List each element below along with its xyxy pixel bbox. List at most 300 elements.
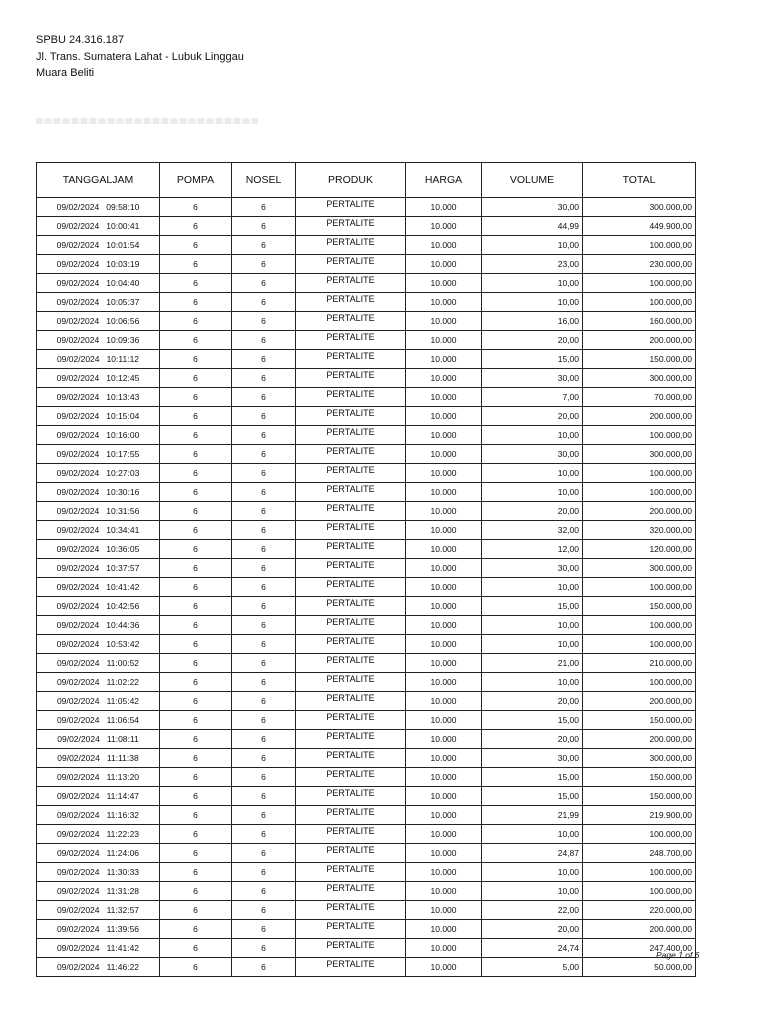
- cell-volume: 15,00: [482, 711, 583, 730]
- cell-price: 10.000: [406, 521, 482, 540]
- cell-price: 10.000: [406, 198, 482, 217]
- cell-pump: 6: [160, 901, 232, 920]
- cell-pump: 6: [160, 483, 232, 502]
- cell-datetime: 09/02/2024 10:15:04: [37, 407, 160, 426]
- cell-volume: 24,74: [482, 939, 583, 958]
- cell-pump: 6: [160, 464, 232, 483]
- cell-pump: 6: [160, 711, 232, 730]
- cell-product: PERTALITE: [296, 939, 406, 958]
- cell-price: 10.000: [406, 464, 482, 483]
- cell-price: 10.000: [406, 787, 482, 806]
- cell-pump: 6: [160, 616, 232, 635]
- cell-datetime: 09/02/2024 10:37:57: [37, 559, 160, 578]
- cell-pump: 6: [160, 331, 232, 350]
- cell-product: PERTALITE: [296, 464, 406, 483]
- cell-total: 200.000,00: [583, 407, 696, 426]
- cell-product: PERTALITE: [296, 255, 406, 274]
- cell-nozzle: 6: [232, 901, 296, 920]
- table-header-row: [37, 163, 696, 198]
- table-row: [37, 882, 696, 901]
- cell-datetime: 09/02/2024 11:05:42: [37, 692, 160, 711]
- cell-nozzle: 6: [232, 578, 296, 597]
- cell-total: 50.000,00: [583, 958, 696, 977]
- table-row: [37, 198, 696, 217]
- cell-pump: 6: [160, 654, 232, 673]
- cell-product: PERTALITE: [296, 616, 406, 635]
- cell-nozzle: 6: [232, 521, 296, 540]
- cell-volume: 5,00: [482, 958, 583, 977]
- cell-nozzle: 6: [232, 559, 296, 578]
- table-row: [37, 825, 696, 844]
- cell-product: PERTALITE: [296, 578, 406, 597]
- table-row: [37, 217, 696, 236]
- cell-pump: 6: [160, 540, 232, 559]
- cell-nozzle: 6: [232, 445, 296, 464]
- cell-datetime: 09/02/2024 11:11:38: [37, 749, 160, 768]
- cell-volume: 10,00: [482, 426, 583, 445]
- cell-price: 10.000: [406, 597, 482, 616]
- cell-product: PERTALITE: [296, 958, 406, 977]
- cell-price: 10.000: [406, 901, 482, 920]
- cell-pump: 6: [160, 730, 232, 749]
- cell-price: 10.000: [406, 293, 482, 312]
- cell-price: 10.000: [406, 445, 482, 464]
- cell-total: 230.000,00: [583, 255, 696, 274]
- cell-nozzle: 6: [232, 369, 296, 388]
- cell-volume: 21,99: [482, 806, 583, 825]
- cell-volume: 22,00: [482, 901, 583, 920]
- cell-price: 10.000: [406, 863, 482, 882]
- cell-datetime: 09/02/2024 10:00:41: [37, 217, 160, 236]
- cell-volume: 20,00: [482, 730, 583, 749]
- cell-nozzle: 6: [232, 502, 296, 521]
- cell-datetime: 09/02/2024 11:02:22: [37, 673, 160, 692]
- cell-datetime: 09/02/2024 10:27:03: [37, 464, 160, 483]
- cell-price: 10.000: [406, 768, 482, 787]
- cell-volume: 15,00: [482, 768, 583, 787]
- cell-total: 150.000,00: [583, 711, 696, 730]
- cell-total: 219.900,00: [583, 806, 696, 825]
- cell-price: 10.000: [406, 540, 482, 559]
- cell-volume: 30,00: [482, 749, 583, 768]
- table-row: [37, 369, 696, 388]
- cell-product: PERTALITE: [296, 236, 406, 255]
- cell-volume: 10,00: [482, 673, 583, 692]
- cell-datetime: 09/02/2024 10:13:43: [37, 388, 160, 407]
- cell-price: 10.000: [406, 806, 482, 825]
- cell-datetime: 09/02/2024 11:32:57: [37, 901, 160, 920]
- cell-product: PERTALITE: [296, 198, 406, 217]
- table-row: [37, 331, 696, 350]
- cell-nozzle: 6: [232, 635, 296, 654]
- table-row: [37, 312, 696, 331]
- table-row: [37, 692, 696, 711]
- cell-price: 10.000: [406, 350, 482, 369]
- cell-product: PERTALITE: [296, 749, 406, 768]
- cell-total: 100.000,00: [583, 483, 696, 502]
- table-row: [37, 844, 696, 863]
- cell-datetime: 09/02/2024 11:16:32: [37, 806, 160, 825]
- cell-total: 300.000,00: [583, 369, 696, 388]
- cell-product: PERTALITE: [296, 635, 406, 654]
- cell-product: PERTALITE: [296, 331, 406, 350]
- table-row: [37, 483, 696, 502]
- cell-volume: 10,00: [482, 863, 583, 882]
- cell-product: PERTALITE: [296, 293, 406, 312]
- cell-nozzle: 6: [232, 407, 296, 426]
- cell-total: 100.000,00: [583, 863, 696, 882]
- cell-total: 100.000,00: [583, 426, 696, 445]
- station-address: Jl. Trans. Sumatera Lahat - Lubuk Linggau: [36, 50, 244, 63]
- cell-nozzle: 6: [232, 711, 296, 730]
- cell-pump: 6: [160, 635, 232, 654]
- cell-total: 320.000,00: [583, 521, 696, 540]
- cell-total: 300.000,00: [583, 445, 696, 464]
- cell-nozzle: 6: [232, 312, 296, 331]
- cell-price: 10.000: [406, 578, 482, 597]
- cell-product: PERTALITE: [296, 654, 406, 673]
- cell-price: 10.000: [406, 331, 482, 350]
- transactions-table: [36, 162, 696, 977]
- faint-scan-artifact: [36, 118, 258, 124]
- cell-datetime: 09/02/2024 09:58:10: [37, 198, 160, 217]
- cell-volume: 10,00: [482, 274, 583, 293]
- cell-total: 150.000,00: [583, 768, 696, 787]
- cell-price: 10.000: [406, 882, 482, 901]
- cell-total: 100.000,00: [583, 274, 696, 293]
- cell-price: 10.000: [406, 426, 482, 445]
- cell-volume: 30,00: [482, 198, 583, 217]
- cell-nozzle: 6: [232, 787, 296, 806]
- cell-pump: 6: [160, 749, 232, 768]
- table-row: [37, 597, 696, 616]
- station-id: SPBU 24.316.187: [36, 34, 125, 46]
- cell-product: PERTALITE: [296, 350, 406, 369]
- cell-total: 100.000,00: [583, 464, 696, 483]
- cell-pump: 6: [160, 844, 232, 863]
- cell-nozzle: 6: [232, 350, 296, 369]
- cell-volume: 30,00: [482, 559, 583, 578]
- cell-volume: 20,00: [482, 502, 583, 521]
- cell-total: 100.000,00: [583, 825, 696, 844]
- cell-product: PERTALITE: [296, 597, 406, 616]
- cell-volume: 20,00: [482, 331, 583, 350]
- cell-product: PERTALITE: [296, 502, 406, 521]
- table-row: [37, 578, 696, 597]
- cell-datetime: 09/02/2024 10:30:16: [37, 483, 160, 502]
- cell-product: PERTALITE: [296, 787, 406, 806]
- cell-nozzle: 6: [232, 483, 296, 502]
- cell-nozzle: 6: [232, 616, 296, 635]
- table-row: [37, 445, 696, 464]
- table-row: [37, 616, 696, 635]
- cell-price: 10.000: [406, 217, 482, 236]
- cell-volume: 15,00: [482, 350, 583, 369]
- cell-total: 210.000,00: [583, 654, 696, 673]
- table-row: [37, 806, 696, 825]
- cell-datetime: 09/02/2024 10:36:05: [37, 540, 160, 559]
- cell-price: 10.000: [406, 502, 482, 521]
- cell-volume: 20,00: [482, 920, 583, 939]
- cell-pump: 6: [160, 521, 232, 540]
- cell-pump: 6: [160, 502, 232, 521]
- cell-pump: 6: [160, 312, 232, 331]
- cell-nozzle: 6: [232, 806, 296, 825]
- cell-price: 10.000: [406, 711, 482, 730]
- cell-datetime: 09/02/2024 10:12:45: [37, 369, 160, 388]
- table-row: [37, 255, 696, 274]
- cell-nozzle: 6: [232, 597, 296, 616]
- station-city: Muara Beliti: [36, 67, 95, 79]
- table-row: [37, 540, 696, 559]
- table-row: [37, 502, 696, 521]
- cell-pump: 6: [160, 863, 232, 882]
- cell-volume: 10,00: [482, 882, 583, 901]
- cell-pump: 6: [160, 236, 232, 255]
- cell-pump: 6: [160, 350, 232, 369]
- cell-datetime: 09/02/2024 10:06:56: [37, 312, 160, 331]
- cell-total: 300.000,00: [583, 198, 696, 217]
- cell-pump: 6: [160, 806, 232, 825]
- cell-pump: 6: [160, 597, 232, 616]
- cell-price: 10.000: [406, 369, 482, 388]
- cell-pump: 6: [160, 274, 232, 293]
- cell-volume: 10,00: [482, 825, 583, 844]
- cell-product: PERTALITE: [296, 692, 406, 711]
- table-row: [37, 787, 696, 806]
- cell-product: PERTALITE: [296, 369, 406, 388]
- col-header-pompa: POMPA: [160, 163, 232, 198]
- cell-price: 10.000: [406, 654, 482, 673]
- cell-total: 100.000,00: [583, 673, 696, 692]
- cell-nozzle: 6: [232, 274, 296, 293]
- cell-price: 10.000: [406, 825, 482, 844]
- cell-price: 10.000: [406, 407, 482, 426]
- cell-nozzle: 6: [232, 939, 296, 958]
- cell-price: 10.000: [406, 958, 482, 977]
- cell-nozzle: 6: [232, 958, 296, 977]
- cell-volume: 20,00: [482, 692, 583, 711]
- table-row: [37, 939, 696, 958]
- table-row: [37, 521, 696, 540]
- table-row: [37, 920, 696, 939]
- cell-datetime: 09/02/2024 10:34:41: [37, 521, 160, 540]
- cell-datetime: 09/02/2024 10:44:36: [37, 616, 160, 635]
- cell-pump: 6: [160, 407, 232, 426]
- cell-volume: 23,00: [482, 255, 583, 274]
- cell-total: 70.000,00: [583, 388, 696, 407]
- table-row: [37, 673, 696, 692]
- cell-total: 200.000,00: [583, 920, 696, 939]
- table-row: [37, 274, 696, 293]
- table-row: [37, 711, 696, 730]
- cell-total: 120.000,00: [583, 540, 696, 559]
- col-header-harga: HARGA: [406, 163, 482, 198]
- cell-nozzle: 6: [232, 331, 296, 350]
- cell-datetime: 09/02/2024 10:11:12: [37, 350, 160, 369]
- cell-product: PERTALITE: [296, 730, 406, 749]
- col-header-produk: PRODUK: [296, 163, 406, 198]
- cell-total: 449.900,00: [583, 217, 696, 236]
- table-row: [37, 236, 696, 255]
- cell-total: 100.000,00: [583, 293, 696, 312]
- cell-total: 150.000,00: [583, 597, 696, 616]
- cell-volume: 10,00: [482, 293, 583, 312]
- cell-price: 10.000: [406, 635, 482, 654]
- cell-product: PERTALITE: [296, 768, 406, 787]
- cell-total: 200.000,00: [583, 730, 696, 749]
- cell-product: PERTALITE: [296, 217, 406, 236]
- cell-price: 10.000: [406, 730, 482, 749]
- table-row: [37, 388, 696, 407]
- cell-datetime: 09/02/2024 11:41:42: [37, 939, 160, 958]
- cell-pump: 6: [160, 673, 232, 692]
- cell-product: PERTALITE: [296, 901, 406, 920]
- table-row: [37, 464, 696, 483]
- cell-product: PERTALITE: [296, 806, 406, 825]
- table-row: [37, 635, 696, 654]
- cell-total: 100.000,00: [583, 578, 696, 597]
- cell-total: 300.000,00: [583, 559, 696, 578]
- cell-nozzle: 6: [232, 692, 296, 711]
- cell-pump: 6: [160, 559, 232, 578]
- cell-price: 10.000: [406, 939, 482, 958]
- table-row: [37, 350, 696, 369]
- table-row: [37, 407, 696, 426]
- cell-nozzle: 6: [232, 730, 296, 749]
- cell-volume: 21,00: [482, 654, 583, 673]
- cell-product: PERTALITE: [296, 920, 406, 939]
- cell-datetime: 09/02/2024 10:31:56: [37, 502, 160, 521]
- cell-datetime: 09/02/2024 10:16:00: [37, 426, 160, 445]
- cell-volume: 15,00: [482, 597, 583, 616]
- cell-volume: 10,00: [482, 464, 583, 483]
- cell-nozzle: 6: [232, 217, 296, 236]
- cell-price: 10.000: [406, 673, 482, 692]
- cell-volume: 10,00: [482, 236, 583, 255]
- cell-nozzle: 6: [232, 920, 296, 939]
- cell-price: 10.000: [406, 920, 482, 939]
- table-row: [37, 863, 696, 882]
- table-row: [37, 958, 696, 977]
- cell-product: PERTALITE: [296, 882, 406, 901]
- cell-total: 300.000,00: [583, 749, 696, 768]
- cell-datetime: 09/02/2024 10:05:37: [37, 293, 160, 312]
- col-header-volume: VOLUME: [482, 163, 583, 198]
- cell-volume: 16,00: [482, 312, 583, 331]
- cell-nozzle: 6: [232, 749, 296, 768]
- cell-datetime: 09/02/2024 11:14:47: [37, 787, 160, 806]
- cell-price: 10.000: [406, 616, 482, 635]
- cell-product: PERTALITE: [296, 483, 406, 502]
- cell-product: PERTALITE: [296, 426, 406, 445]
- cell-product: PERTALITE: [296, 407, 406, 426]
- cell-volume: 12,00: [482, 540, 583, 559]
- cell-pump: 6: [160, 939, 232, 958]
- cell-product: PERTALITE: [296, 711, 406, 730]
- cell-datetime: 09/02/2024 10:42:56: [37, 597, 160, 616]
- cell-nozzle: 6: [232, 768, 296, 787]
- cell-total: 100.000,00: [583, 236, 696, 255]
- cell-pump: 6: [160, 787, 232, 806]
- cell-pump: 6: [160, 692, 232, 711]
- cell-volume: 32,00: [482, 521, 583, 540]
- cell-product: PERTALITE: [296, 825, 406, 844]
- cell-nozzle: 6: [232, 825, 296, 844]
- cell-nozzle: 6: [232, 654, 296, 673]
- cell-total: 200.000,00: [583, 692, 696, 711]
- cell-total: 100.000,00: [583, 882, 696, 901]
- cell-product: PERTALITE: [296, 521, 406, 540]
- cell-datetime: 09/02/2024 11:30:33: [37, 863, 160, 882]
- cell-nozzle: 6: [232, 293, 296, 312]
- cell-datetime: 09/02/2024 11:24:06: [37, 844, 160, 863]
- cell-nozzle: 6: [232, 426, 296, 445]
- cell-datetime: 09/02/2024 11:46:22: [37, 958, 160, 977]
- cell-total: 248.700,00: [583, 844, 696, 863]
- cell-volume: 10,00: [482, 483, 583, 502]
- cell-total: 247.400,00: [583, 939, 696, 958]
- cell-volume: 30,00: [482, 445, 583, 464]
- cell-nozzle: 6: [232, 255, 296, 274]
- cell-pump: 6: [160, 768, 232, 787]
- page-number: Page 1 of 6: [656, 950, 700, 960]
- table-row: [37, 293, 696, 312]
- cell-datetime: 09/02/2024 11:31:28: [37, 882, 160, 901]
- col-header-nosel: NOSEL: [232, 163, 296, 198]
- cell-price: 10.000: [406, 483, 482, 502]
- cell-datetime: 09/02/2024 11:00:52: [37, 654, 160, 673]
- cell-product: PERTALITE: [296, 673, 406, 692]
- cell-product: PERTALITE: [296, 540, 406, 559]
- cell-volume: 24,87: [482, 844, 583, 863]
- cell-product: PERTALITE: [296, 312, 406, 331]
- cell-datetime: 09/02/2024 10:41:42: [37, 578, 160, 597]
- cell-product: PERTALITE: [296, 274, 406, 293]
- cell-total: 150.000,00: [583, 787, 696, 806]
- cell-volume: 10,00: [482, 578, 583, 597]
- cell-pump: 6: [160, 426, 232, 445]
- cell-product: PERTALITE: [296, 863, 406, 882]
- cell-price: 10.000: [406, 312, 482, 331]
- cell-total: 160.000,00: [583, 312, 696, 331]
- table-row: [37, 654, 696, 673]
- cell-pump: 6: [160, 445, 232, 464]
- cell-price: 10.000: [406, 274, 482, 293]
- table-row: [37, 730, 696, 749]
- cell-total: 100.000,00: [583, 635, 696, 654]
- cell-total: 220.000,00: [583, 901, 696, 920]
- cell-datetime: 09/02/2024 11:08:11: [37, 730, 160, 749]
- cell-nozzle: 6: [232, 673, 296, 692]
- cell-pump: 6: [160, 958, 232, 977]
- table-row: [37, 749, 696, 768]
- cell-volume: 44,99: [482, 217, 583, 236]
- cell-total: 200.000,00: [583, 331, 696, 350]
- cell-price: 10.000: [406, 559, 482, 578]
- cell-product: PERTALITE: [296, 388, 406, 407]
- cell-nozzle: 6: [232, 844, 296, 863]
- cell-price: 10.000: [406, 692, 482, 711]
- cell-nozzle: 6: [232, 464, 296, 483]
- cell-pump: 6: [160, 920, 232, 939]
- cell-volume: 7,00: [482, 388, 583, 407]
- cell-product: PERTALITE: [296, 559, 406, 578]
- cell-nozzle: 6: [232, 540, 296, 559]
- cell-datetime: 09/02/2024 10:03:19: [37, 255, 160, 274]
- cell-datetime: 09/02/2024 11:39:56: [37, 920, 160, 939]
- cell-datetime: 09/02/2024 11:22:23: [37, 825, 160, 844]
